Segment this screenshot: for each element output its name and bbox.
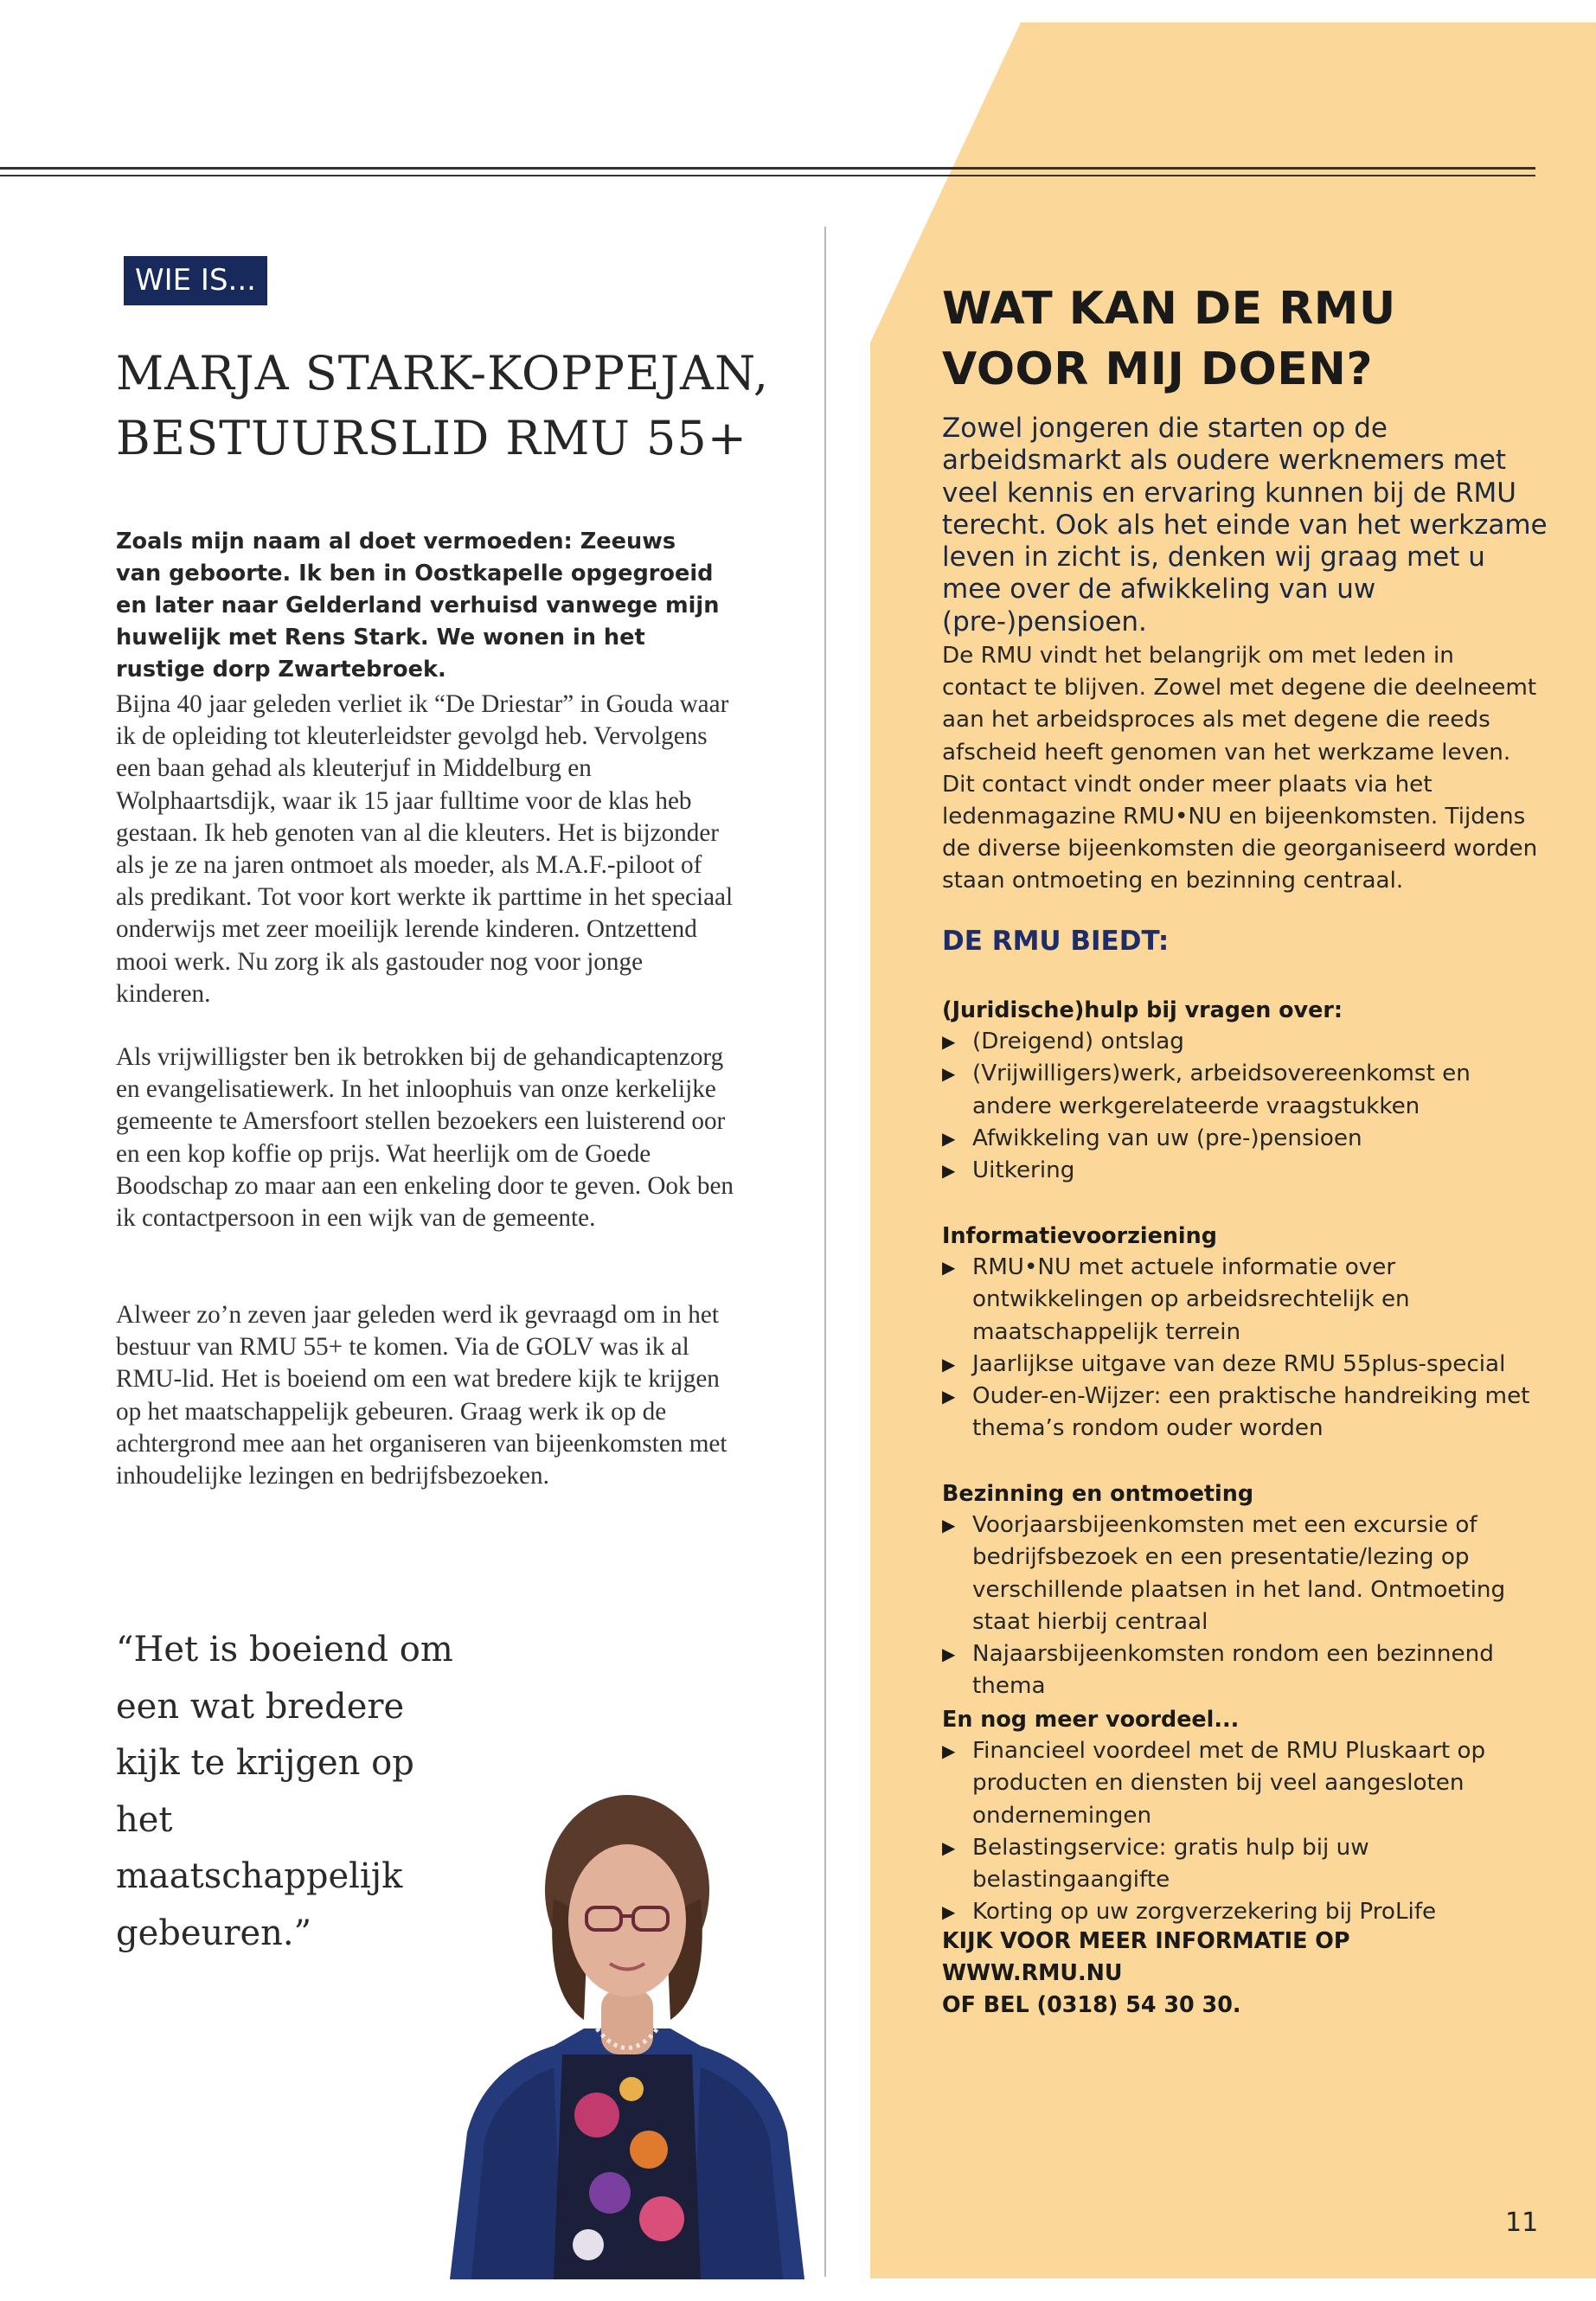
title-line-2: BESTUURSLID RMU 55+ xyxy=(116,411,748,465)
bullet-arrow-icon: ▶ xyxy=(942,1031,956,1053)
list-item-text: Uitkering xyxy=(972,1157,1075,1184)
article-title xyxy=(116,341,773,471)
offer-heading: (Juridische)hulp bij vragen over: xyxy=(942,997,1343,1022)
list-item xyxy=(942,1349,1548,1381)
list-item-text: (Vrijwilligers)werk, arbeidsovereenkomst en andere werkgerelateerde vraagstukken xyxy=(972,1061,1471,1119)
offer-heading: Bezinning en ontmoeting xyxy=(942,1480,1254,1506)
list-item-text: Voorjaarsbijeenkomsten met een excursie of bedrijfsbezoek en een presentatie/lezing op verschillende plaatsen in het land. Ontmoeting staat hierbij centraal xyxy=(972,1512,1506,1635)
bullet-arrow-icon: ▶ xyxy=(942,1515,956,1536)
list-item xyxy=(942,1896,1548,1928)
offer-section-benefits xyxy=(942,1703,1548,1928)
bullet-arrow-icon: ▶ xyxy=(942,1901,956,1923)
article-intro: Zoals mijn naam al doet vermoeden: Zeeuws van geboorte. Ik ben in Oostkapelle opgegroeid en later naar Gelderland verhuisd vanwege mijn huwelijk met Rens Stark. We wonen in het rustige dorp Zwartebroek. xyxy=(116,529,720,683)
bullet-arrow-icon: ▶ xyxy=(942,1644,956,1665)
list-item-text: Financieel voordeel met de RMU Pluskaart op producten en diensten bij veel aangesloten ondernemingen xyxy=(972,1738,1486,1829)
contact-line-1: KIJK VOOR MEER INFORMATIE OP xyxy=(942,1927,1350,1953)
offer-section-legal-help xyxy=(942,994,1548,1187)
article-paragraph-1: Bijna 40 jaar geleden verliet ik “De Driestar” in Gouda waar ik de opleiding tot kleuterleidster gevolgd heb. Vervolgens een baan gehad als kleuterjuf in Middelburg en Wolphaartsdijk, waar ik 15 jaar fulltime voor de klas heb gestaan. Ik heb genoten van al die kleuters. Het is bijzonder als je ze na jaren ontmoet als moeder, als M.A.F.-piloot of als predikant. Tot voor kort werkte ik parttime in het speciaal onderwijs met zeer moeilijk lerende kinderen. Ontzettend mooi werk. Nu zorg ik als gastouder nog voor jonge kinderen. xyxy=(116,690,734,1008)
offer-heading: En nog meer voordeel... xyxy=(942,1706,1240,1732)
list-item xyxy=(942,1638,1548,1702)
bullet-arrow-icon: ▶ xyxy=(942,1257,956,1279)
header-rule-top xyxy=(0,167,1535,170)
list-item-text: RMU•NU met actuele informatie over ontwikkelingen op arbeidsrechtelijk en maatschappelijk terrein xyxy=(972,1254,1410,1345)
offer-list xyxy=(942,1252,1548,1445)
sidebar-lead: Zowel jongeren die starten op de arbeidsmarkt als oudere werknemers met veel kennis en ervaring kunnen bij de RMU terecht. Ook als het einde van het werkzame leven in zicht is, denken wij graag met u mee over de afwikkeling van uw (pre-)pensioen. xyxy=(942,413,1548,638)
sidebar-subheading: DE RMU BIEDT: xyxy=(942,926,1170,957)
article-paragraph-2: Als vrijwilligster ben ik betrokken bij de gehandicaptenzorg en evangelisatiewerk. In het inloophuis van onze kerkelijke gemeente te Amersfoort stellen bezoekers een luisterend oor en een kop koffie op prijs. Wat heerlijk om de Goede Boodschap zo maar aan een enkeling door te geven. Ook ben ik contactpersoon in een wijk van de gemeente. xyxy=(116,1043,734,1233)
sidebar-title-line-1: WAT KAN DE RMU xyxy=(942,283,1396,335)
offer-heading: Informatievoorziening xyxy=(942,1222,1217,1248)
bullet-arrow-icon: ▶ xyxy=(942,1353,956,1375)
list-item xyxy=(942,1026,1548,1058)
bullet-arrow-icon: ▶ xyxy=(942,1160,956,1182)
list-item xyxy=(942,1155,1548,1187)
sidebar-title xyxy=(942,279,1548,400)
contact-phone: OF BEL (0318) 54 30 30. xyxy=(942,1991,1241,2018)
portrait-photo xyxy=(433,1769,822,2279)
bullet-arrow-icon: ▶ xyxy=(942,1386,956,1407)
bullet-arrow-icon: ▶ xyxy=(942,1836,956,1858)
offer-list xyxy=(942,1026,1548,1187)
list-item-text: Afwikkeling van uw (pre-)pensioen xyxy=(972,1125,1362,1151)
page-number: 11 xyxy=(1505,2208,1539,2238)
contact-info xyxy=(942,1925,1461,2022)
bullet-arrow-icon: ▶ xyxy=(942,1063,956,1085)
offer-section-meetings xyxy=(942,1477,1548,1702)
list-item-text: Ouder-en-Wijzer: een praktische handreiking met thema’s rondom ouder worden xyxy=(972,1383,1530,1442)
list-item xyxy=(942,1381,1548,1445)
header-rule-bottom xyxy=(0,175,1535,176)
list-item-text: Najaarsbijeenkomsten rondom een bezinnend thema xyxy=(972,1641,1494,1700)
bullet-arrow-icon: ▶ xyxy=(942,1127,956,1149)
column-divider xyxy=(824,227,826,2277)
offer-list xyxy=(942,1509,1548,1702)
list-item xyxy=(942,1735,1548,1832)
list-item-text: Korting op uw zorgverzekering bij ProLife xyxy=(972,1899,1437,1926)
offer-section-information xyxy=(942,1220,1548,1445)
list-item xyxy=(942,1058,1548,1122)
offer-list xyxy=(942,1735,1548,1928)
title-line-1: MARJA STARK-KOPPEJAN, xyxy=(116,346,769,401)
contact-website-link[interactable]: WWW.RMU.NU xyxy=(942,1959,1123,1986)
sidebar-body: De RMU vindt het belangrijk om met leden in contact te blijven. Zowel met degene die deelneemt aan het arbeidsproces als met degene die reeds afscheid heeft genomen van het werkzame leven. Dit contact vindt onder meer plaats via het ledenmagazine RMU•NU en bijeenkomsten. Tijdens de diverse bijeenkomsten die georganiseerd worden staan ontmoeting en bezinning centraal. xyxy=(942,643,1538,894)
list-item xyxy=(942,1509,1548,1638)
list-item-text: (Dreigend) ontslag xyxy=(972,1029,1184,1055)
article-paragraph-3: Alweer zo’n zeven jaar geleden werd ik gevraagd om in het bestuur van RMU 55+ te komen. Via de GOLV was ik al RMU-lid. Het is boeiend om een wat bredere kijk te krijgen op het maatschappelijk gebeuren. Graag werk ik op de achtergrond mee aan het organiseren van bijeenkomsten met inhoudelijke lezingen en bedrijfsbezoeken. xyxy=(116,1301,727,1490)
pull-quote: “Het is boeiend om een wat bredere kijk te krijgen op het maatschappelijk gebeuren.” xyxy=(116,1630,453,1953)
list-item xyxy=(942,1252,1548,1349)
list-item xyxy=(942,1123,1548,1155)
list-item-text: Belastingservice: gratis hulp bij uw belastingaangifte xyxy=(972,1834,1369,1894)
list-item-text: Jaarlijkse uitgave van deze RMU 55plus-special xyxy=(972,1350,1506,1377)
bullet-arrow-icon: ▶ xyxy=(942,1740,956,1762)
sidebar-title-line-2: VOOR MIJ DOEN? xyxy=(942,343,1374,395)
section-tag: WIE IS... xyxy=(124,256,267,305)
list-item xyxy=(942,1832,1548,1896)
